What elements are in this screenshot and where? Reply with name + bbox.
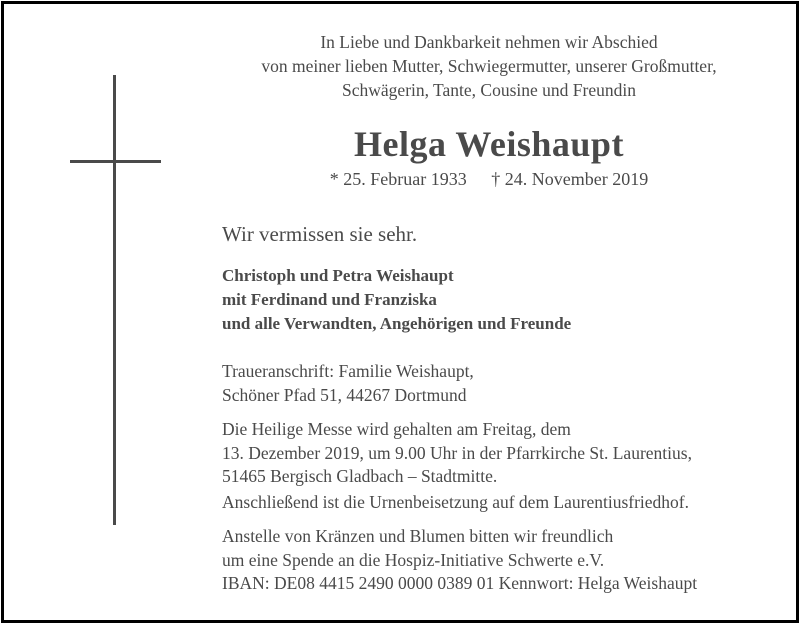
mass-info — [222, 418, 692, 489]
life-dates — [219, 167, 759, 191]
mass-line: 51465 Bergisch Gladbach – Stadtmitte. — [222, 466, 498, 486]
birth-date: * 25. Februar 1933 — [329, 169, 467, 189]
donation-line: IBAN: DE08 4415 2490 0000 0389 01 Kennwort: Helga Weishaupt — [222, 573, 698, 593]
obituary-notice — [1, 1, 799, 623]
burial-line: Anschließend ist die Urnenbeisetzung auf dem Laurentiusfriedhof. — [222, 492, 690, 512]
death-date: † 24. November 2019 — [491, 169, 649, 189]
family-line: Christoph und Petra Weishaupt — [222, 266, 454, 285]
burial-info — [222, 491, 689, 515]
family-line: und alle Verwandten, Angehörigen und Freunde — [222, 314, 572, 333]
address-line: Traueranschrift: Familie Weishaupt, — [222, 361, 474, 381]
mourning-address — [222, 360, 474, 407]
family-signature — [222, 264, 571, 336]
donation-line: Anstelle von Kränzen und Blumen bitten wir freundlich — [222, 526, 614, 546]
motto: Wir vermissen sie sehr. — [222, 222, 418, 246]
donation-line: um eine Spende an die Hospiz-Initiative Schwerte e.V. — [222, 549, 605, 570]
mass-line: 13. Dezember 2019, um 9.00 Uhr in der Pfarrkirche St. Laurentius, — [222, 442, 692, 463]
address-line: Schöner Pfad 51, 44267 Dortmund — [222, 384, 467, 405]
intro-line: von meiner lieben Mutter, Schwiegermutter, unserer Großmutter, — [261, 56, 717, 76]
intro-line: Schwägerin, Tante, Cousine und Freundin — [342, 80, 636, 100]
cross-icon-bar — [70, 160, 161, 163]
deceased-name: Helga Weishaupt — [354, 124, 624, 164]
family-line: mit Ferdinand und Franziska — [222, 290, 437, 309]
intro-text — [219, 30, 759, 102]
intro-line: In Liebe und Dankbarkeit nehmen wir Abschied — [320, 32, 658, 52]
mass-line: Die Heilige Messe wird gehalten am Freitag, dem — [222, 419, 571, 439]
donation-info — [222, 525, 697, 596]
cross-icon — [113, 75, 116, 525]
